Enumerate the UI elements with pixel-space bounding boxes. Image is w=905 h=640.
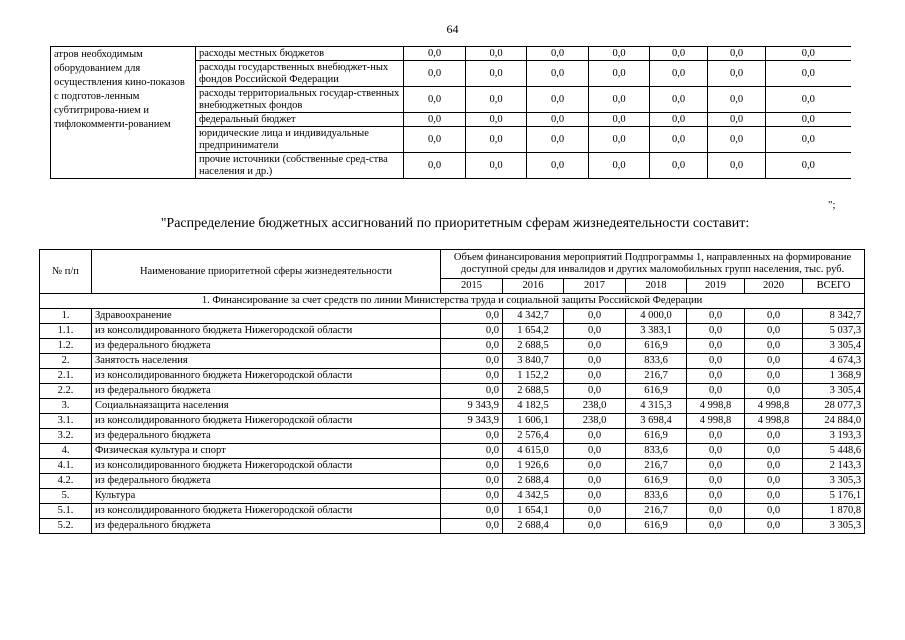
value-cell: 0,0 (527, 153, 589, 179)
value-cell: 0,0 (766, 61, 851, 87)
value-cell: 0,0 (564, 309, 626, 324)
value-cell: 5 448,6 (803, 444, 865, 459)
section-row (40, 294, 865, 309)
value-cell: 0,0 (589, 61, 650, 87)
table-row (40, 324, 865, 339)
value-cell: 0,0 (564, 339, 626, 354)
value-cell: 0,0 (687, 504, 745, 519)
table-row (40, 339, 865, 354)
value-cell: 0,0 (564, 444, 626, 459)
continuation-table (50, 46, 851, 179)
value-cell: 0,0 (527, 113, 589, 127)
value-cell: 2 688,4 (503, 474, 564, 489)
row-name: Культура (92, 489, 441, 504)
value-cell: 0,0 (441, 339, 503, 354)
row-name: из консолидированного бюджета Нижегородской области (92, 504, 441, 519)
budget-distribution-table (39, 249, 865, 534)
value-cell: 0,0 (441, 309, 503, 324)
value-cell: 1 926,6 (503, 459, 564, 474)
value-cell: 0,0 (527, 127, 589, 153)
row-name: из федерального бюджета (92, 339, 441, 354)
row-number: 4.2. (40, 474, 92, 489)
table-row (40, 354, 865, 369)
table-row (40, 474, 865, 489)
value-cell: 5 176,1 (803, 489, 865, 504)
value-cell: 0,0 (745, 369, 803, 384)
row-name: из консолидированного бюджета Нижегородской области (92, 324, 441, 339)
value-cell: 0,0 (650, 47, 708, 61)
header-volume: Объем финансирования мероприятий Подпрограммы 1, направленных на формирование доступной среды для инвалидов и других маломобильных групп населения, тыс. руб. (441, 250, 865, 279)
value-cell: 0,0 (441, 504, 503, 519)
value-cell: 833,6 (626, 489, 687, 504)
row-name: из консолидированного бюджета Нижегородской области (92, 414, 441, 429)
table-row (40, 459, 865, 474)
value-cell: 4 342,5 (503, 489, 564, 504)
table-row (40, 489, 865, 504)
value-cell: 0,0 (708, 61, 766, 87)
value-cell: 0,0 (745, 429, 803, 444)
value-cell: 4 182,5 (503, 399, 564, 414)
value-cell: 0,0 (745, 324, 803, 339)
value-cell: 0,0 (564, 324, 626, 339)
value-cell: 3 698,4 (626, 414, 687, 429)
table-row (40, 369, 865, 384)
value-cell: 0,0 (687, 474, 745, 489)
value-cell: 0,0 (650, 61, 708, 87)
value-cell: 0,0 (441, 369, 503, 384)
value-cell: 616,9 (626, 384, 687, 399)
row-name: из федерального бюджета (92, 384, 441, 399)
value-cell: 0,0 (745, 384, 803, 399)
value-cell: 0,0 (564, 369, 626, 384)
value-cell: 3 840,7 (503, 354, 564, 369)
value-cell: 0,0 (466, 61, 527, 87)
value-cell: 1 152,2 (503, 369, 564, 384)
value-cell: 0,0 (766, 47, 851, 61)
value-cell: 0,0 (564, 459, 626, 474)
value-cell: 1 654,1 (503, 504, 564, 519)
value-cell: 0,0 (650, 127, 708, 153)
value-cell: 0,0 (766, 113, 851, 127)
year-header: 2016 (503, 279, 564, 294)
value-cell: 216,7 (626, 369, 687, 384)
row-name: из консолидированного бюджета Нижегородской области (92, 369, 441, 384)
section-title: "Распределение бюджетных ассигнований по приоритетным сферам жизнедеятельности составит: (160, 216, 750, 231)
value-cell: 0,0 (527, 87, 589, 113)
value-cell: 0,0 (466, 113, 527, 127)
value-cell: 616,9 (626, 474, 687, 489)
value-cell: 1 368,9 (803, 369, 865, 384)
value-cell: 0,0 (589, 113, 650, 127)
value-cell: 0,0 (404, 113, 466, 127)
value-cell: 1 654,2 (503, 324, 564, 339)
value-cell: 24 884,0 (803, 414, 865, 429)
year-header: 2020 (745, 279, 803, 294)
value-cell: 0,0 (527, 47, 589, 61)
row-number: 1.2. (40, 339, 92, 354)
row-number: 3.1. (40, 414, 92, 429)
value-cell: 0,0 (708, 47, 766, 61)
value-cell: 0,0 (766, 153, 851, 179)
value-cell: 0,0 (441, 324, 503, 339)
end-quote-mark: "; (828, 199, 836, 211)
header-num: № п/п (40, 250, 92, 294)
value-cell: 28 077,3 (803, 399, 865, 414)
value-cell: 0,0 (687, 489, 745, 504)
value-cell: 3 305,4 (803, 384, 865, 399)
value-cell: 238,0 (564, 414, 626, 429)
value-cell: 0,0 (708, 87, 766, 113)
value-cell: 0,0 (441, 474, 503, 489)
value-cell: 9 343,9 (441, 414, 503, 429)
value-cell: 4 342,7 (503, 309, 564, 324)
value-cell: 1 606,1 (503, 414, 564, 429)
row-number: 1.1. (40, 324, 92, 339)
row-name: Здравоохранение (92, 309, 441, 324)
value-cell: 1 870,8 (803, 504, 865, 519)
value-cell: 2 688,5 (503, 339, 564, 354)
value-cell: 0,0 (745, 489, 803, 504)
value-cell: 0,0 (745, 504, 803, 519)
value-cell: 0,0 (404, 153, 466, 179)
value-cell: 0,0 (766, 87, 851, 113)
value-cell: 5 037,3 (803, 324, 865, 339)
value-cell: 0,0 (745, 459, 803, 474)
value-cell: 4 998,8 (745, 399, 803, 414)
value-cell: 0,0 (527, 61, 589, 87)
value-cell: 0,0 (466, 47, 527, 61)
value-cell: 0,0 (564, 354, 626, 369)
value-cell: 0,0 (687, 354, 745, 369)
header-row (40, 250, 865, 279)
value-cell: 3 305,3 (803, 474, 865, 489)
table-row (40, 444, 865, 459)
value-cell: 0,0 (650, 87, 708, 113)
value-cell: 0,0 (745, 339, 803, 354)
row-name: Занятость населения (92, 354, 441, 369)
row-number: 3.2. (40, 429, 92, 444)
value-cell: 216,7 (626, 459, 687, 474)
value-cell: 0,0 (441, 384, 503, 399)
year-header: ВСЕГО (803, 279, 865, 294)
row-name: из федерального бюджета (92, 474, 441, 489)
value-cell: 0,0 (441, 429, 503, 444)
funding-source: юридические лица и индивидуальные предприниматели (196, 127, 404, 153)
value-cell: 216,7 (626, 504, 687, 519)
row-number: 2.1. (40, 369, 92, 384)
value-cell: 0,0 (441, 489, 503, 504)
value-cell: 616,9 (626, 519, 687, 534)
value-cell: 0,0 (404, 61, 466, 87)
value-cell: 4 000,0 (626, 309, 687, 324)
row-name: Физическая культура и спорт (92, 444, 441, 459)
value-cell: 833,6 (626, 444, 687, 459)
value-cell: 0,0 (404, 47, 466, 61)
table-row (40, 384, 865, 399)
value-cell: 0,0 (564, 519, 626, 534)
value-cell: 0,0 (687, 519, 745, 534)
header-name: Наименование приоритетной сферы жизнедеятельности (92, 250, 441, 294)
value-cell: 0,0 (687, 444, 745, 459)
value-cell: 0,0 (564, 384, 626, 399)
value-cell: 0,0 (404, 87, 466, 113)
section-label: 1. Финансирование за счет средств по линии Министерства труда и социальной защиты Российской Федерации (40, 294, 865, 309)
value-cell: 2 688,5 (503, 384, 564, 399)
value-cell: 616,9 (626, 339, 687, 354)
value-cell: 8 342,7 (803, 309, 865, 324)
table-row (40, 399, 865, 414)
row-number: 5.1. (40, 504, 92, 519)
row-name: из федерального бюджета (92, 429, 441, 444)
table-row (40, 309, 865, 324)
value-cell: 0,0 (708, 113, 766, 127)
funding-source: прочие источники (собственные сред-ства населения и др.) (196, 153, 404, 179)
funding-source: расходы местных бюджетов (196, 47, 404, 61)
value-cell: 2 143,3 (803, 459, 865, 474)
value-cell: 833,6 (626, 354, 687, 369)
row-number: 3. (40, 399, 92, 414)
year-header: 2019 (687, 279, 745, 294)
value-cell: 0,0 (687, 309, 745, 324)
value-cell: 0,0 (441, 519, 503, 534)
row-name: из консолидированного бюджета Нижегородской области (92, 459, 441, 474)
table-row (40, 414, 865, 429)
value-cell: 0,0 (687, 384, 745, 399)
value-cell: 0,0 (441, 354, 503, 369)
value-cell: 616,9 (626, 429, 687, 444)
row-name: Социальнаязащита населения (92, 399, 441, 414)
value-cell: 0,0 (466, 127, 527, 153)
value-cell: 3 193,3 (803, 429, 865, 444)
value-cell: 9 343,9 (441, 399, 503, 414)
value-cell: 0,0 (589, 127, 650, 153)
funding-source: расходы государственных внебюджет-ных фондов Российской Федерации (196, 61, 404, 87)
value-cell: 0,0 (687, 459, 745, 474)
value-cell: 0,0 (589, 153, 650, 179)
year-header: 2017 (564, 279, 626, 294)
value-cell: 3 383,1 (626, 324, 687, 339)
row-number: 2.2. (40, 384, 92, 399)
value-cell: 4 998,8 (687, 414, 745, 429)
value-cell: 4 315,3 (626, 399, 687, 414)
value-cell: 0,0 (745, 474, 803, 489)
row-name: из федерального бюджета (92, 519, 441, 534)
value-cell: 0,0 (466, 153, 527, 179)
value-cell: 0,0 (687, 324, 745, 339)
value-cell: 0,0 (589, 47, 650, 61)
funding-source: расходы территориальных государ-ственных внебюджетных фондов (196, 87, 404, 113)
value-cell: 0,0 (708, 127, 766, 153)
value-cell: 0,0 (564, 474, 626, 489)
value-cell: 3 305,3 (803, 519, 865, 534)
value-cell: 0,0 (687, 369, 745, 384)
value-cell: 0,0 (745, 519, 803, 534)
row-number: 5. (40, 489, 92, 504)
year-header: 2018 (626, 279, 687, 294)
row-number: 4.1. (40, 459, 92, 474)
value-cell: 0,0 (650, 153, 708, 179)
row-number: 5.2. (40, 519, 92, 534)
value-cell: 0,0 (745, 309, 803, 324)
value-cell: 4 998,8 (687, 399, 745, 414)
value-cell: 0,0 (564, 504, 626, 519)
table-row (40, 519, 865, 534)
funding-source: федеральный бюджет (196, 113, 404, 127)
value-cell: 0,0 (589, 87, 650, 113)
value-cell: 0,0 (441, 444, 503, 459)
year-header: 2015 (441, 279, 503, 294)
top-table-row (51, 47, 851, 61)
value-cell: 0,0 (745, 354, 803, 369)
value-cell: 0,0 (466, 87, 527, 113)
value-cell: 0,0 (441, 459, 503, 474)
value-cell: 0,0 (766, 127, 851, 153)
value-cell: 0,0 (564, 489, 626, 504)
measure-description: атров необходимым оборудованием для осуществления кино-показов с подготов-ленным субтитрирова-нием и тифлокомменти-рованием (51, 47, 196, 179)
table-row (40, 504, 865, 519)
value-cell: 3 305,4 (803, 339, 865, 354)
value-cell: 0,0 (404, 127, 466, 153)
row-number: 4. (40, 444, 92, 459)
value-cell: 238,0 (564, 399, 626, 414)
table-row (40, 429, 865, 444)
value-cell: 2 688,4 (503, 519, 564, 534)
value-cell: 0,0 (708, 153, 766, 179)
value-cell: 0,0 (687, 429, 745, 444)
value-cell: 4 998,8 (745, 414, 803, 429)
value-cell: 2 576,4 (503, 429, 564, 444)
value-cell: 4 674,3 (803, 354, 865, 369)
row-number: 2. (40, 354, 92, 369)
row-number: 1. (40, 309, 92, 324)
value-cell: 0,0 (745, 444, 803, 459)
value-cell: 0,0 (564, 429, 626, 444)
page-number: 64 (446, 22, 459, 36)
value-cell: 4 615,0 (503, 444, 564, 459)
value-cell: 0,0 (687, 339, 745, 354)
value-cell: 0,0 (650, 113, 708, 127)
